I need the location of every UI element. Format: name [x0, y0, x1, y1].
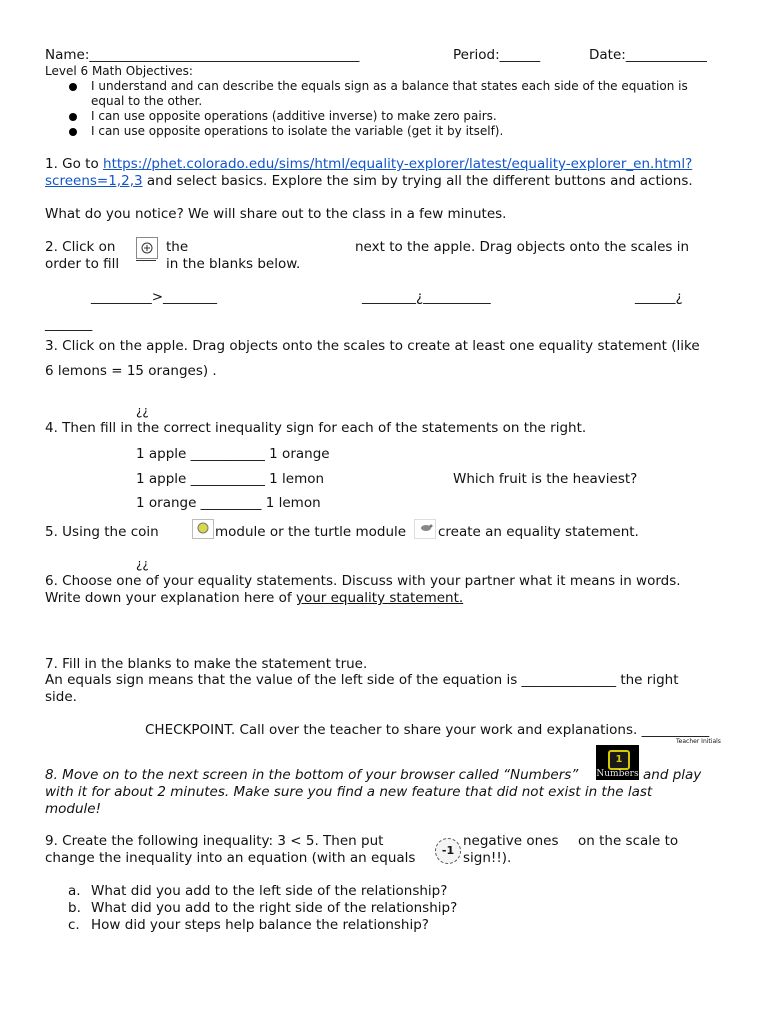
- q2-part4: order to fill: [45, 256, 120, 272]
- icon-underline: [136, 260, 156, 261]
- q5-part2: module or the turtle module: [215, 524, 407, 540]
- teacher-initials-label: Teacher Initials: [676, 738, 721, 745]
- q9-part2: negative ones: [463, 833, 559, 849]
- q2-blank2: ________¿__________: [362, 289, 491, 305]
- coin-icon: [193, 520, 213, 538]
- q5-part3: create an equality statement.: [438, 524, 639, 540]
- q5-mark: ¿¿: [136, 557, 149, 571]
- q1-suffix: and select basics. Explore the sim by trying all the different buttons and actions.: [142, 173, 693, 189]
- q7-line2: An equals sign means that the value of the left side of the equation is ______________ the right: [45, 672, 679, 688]
- q6-underlined: your equality statement.: [295, 590, 464, 606]
- q2-part3: next to the apple. Drag objects onto the scales in: [355, 239, 690, 255]
- q6-line2: [45, 590, 463, 607]
- q9-sub-a-letter: a.: [68, 883, 81, 899]
- numbers-badge: 1: [608, 750, 630, 770]
- q1-line2: [45, 173, 693, 190]
- q5-part1: 5. Using the coin: [45, 524, 159, 540]
- numbers-screen-icon: [596, 745, 639, 780]
- q9-sub-c-letter: c.: [68, 917, 80, 933]
- q9-sub-b-letter: b.: [68, 900, 81, 916]
- q1-notice: What do you notice? We will share out to the class in a few minutes.: [45, 206, 507, 222]
- q6-text: Write down your explanation here of: [45, 590, 296, 606]
- coin-module-icon: [192, 519, 214, 539]
- q3-mark: ¿¿: [136, 404, 149, 418]
- objective-1: I understand and can describe the equals sign as a balance that states each side of the equation is: [91, 79, 688, 93]
- q4-row-2: 1 apple ___________ 1 lemon: [136, 471, 325, 487]
- q4-heaviest: Which fruit is the heaviest?: [453, 471, 638, 487]
- q9-part5: sign!!).: [463, 850, 512, 866]
- numbers-label: Numbers: [596, 769, 639, 779]
- q2-part5: in the blanks below.: [166, 256, 301, 272]
- objective-3: I can use opposite operations to isolate the variable (get it by itself).: [91, 124, 504, 138]
- q7-line1: 7. Fill in the blanks to make the statement true.: [45, 656, 368, 672]
- q7-line3: side.: [45, 689, 77, 705]
- objective-1-cont: equal to the other.: [91, 94, 203, 108]
- q3-line1: 3. Click on the apple. Drag objects onto the scales to create at least one equality statement (like: [45, 338, 700, 354]
- bullet-icon: [69, 128, 77, 136]
- q1-line1: [45, 156, 692, 173]
- q2-blank4: _______: [45, 316, 93, 332]
- q8-line3: module!: [45, 801, 102, 817]
- checkpoint-text: CHECKPOINT. Call over the teacher to share your work and explanations. __________: [145, 722, 710, 738]
- bullet-icon: [69, 113, 77, 121]
- q2-blank3: ______¿: [635, 289, 683, 305]
- objectives-title: Level 6 Math Objectives:: [45, 64, 193, 78]
- turtle-module-icon: [414, 519, 436, 539]
- negative-one-icon: -1: [435, 838, 461, 864]
- q4-row-3: 1 orange _________ 1 lemon: [136, 495, 321, 511]
- q8-line1-end: and play: [643, 767, 702, 783]
- bullet-icon: [69, 83, 77, 91]
- q8-line1: 8. Move on to the next screen in the bottom of your browser called “Numbers”: [45, 767, 579, 783]
- q9-sub-a: What did you add to the left side of the relationship?: [91, 883, 448, 899]
- objective-2: I can use opposite operations (additive inverse) to make zero pairs.: [91, 109, 497, 123]
- q2-blank1: _________>________: [91, 289, 218, 305]
- date-field: Date:____________: [589, 47, 707, 63]
- q9-part1: 9. Create the following inequality: 3 < 5. Then put: [45, 833, 384, 849]
- phet-link-cont[interactable]: screens=1,2,3: [45, 173, 143, 189]
- q9-part3: on the scale to: [578, 833, 679, 849]
- period-field: Period:______: [453, 47, 541, 63]
- q9-part4: change the inequality into an equation (with an equals: [45, 850, 416, 866]
- q9-sub-c: How did your steps help balance the relationship?: [91, 917, 429, 933]
- q4-row-1: 1 apple ___________ 1 orange: [136, 446, 330, 462]
- turtle-icon: [415, 520, 435, 538]
- q8-line2: with it for about 2 minutes. Make sure you find a new feature that did not exist in the last: [45, 784, 653, 800]
- q2-part2: the: [166, 239, 189, 255]
- phet-link[interactable]: https://phet.colorado.edu/sims/html/equality-explorer/latest/equality-explorer_en.html?: [103, 156, 693, 172]
- q4-prompt: 4. Then fill in the correct inequality sign for each of the statements on the right.: [45, 420, 587, 436]
- q6-line1: 6. Choose one of your equality statements. Discuss with your partner what it means in words.: [45, 573, 681, 589]
- q9-sub-b: What did you add to the right side of the relationship?: [91, 900, 458, 916]
- name-field: Name:________________________________________: [45, 47, 360, 63]
- scale-icon: [137, 238, 157, 258]
- q2-part1: 2. Click on: [45, 239, 116, 255]
- scale-button-icon: [136, 237, 158, 259]
- q1-prefix: 1. Go to: [45, 156, 104, 172]
- q3-line2: 6 lemons = 15 oranges) .: [45, 363, 217, 379]
